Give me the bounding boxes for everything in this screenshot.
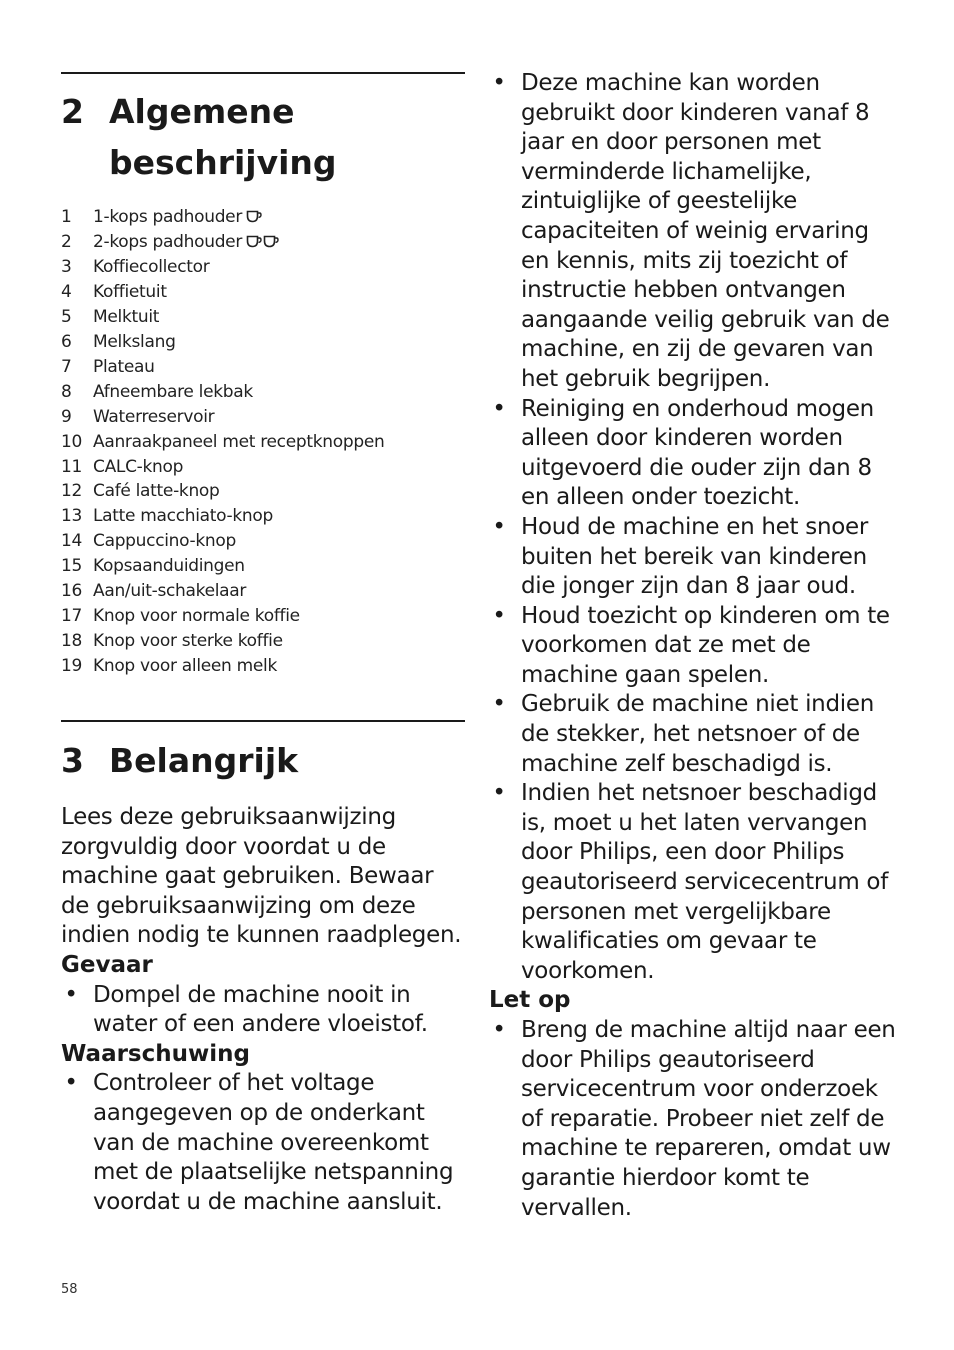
part-label (93, 380, 465, 405)
part-label-text: Kopsaanduidingen (93, 556, 245, 577)
part-number: 2 (61, 231, 72, 252)
bullet-icon: • (492, 70, 506, 96)
danger-list (61, 981, 465, 1040)
part-label (93, 255, 465, 280)
part-label-text: Knop voor sterke koffie (93, 631, 283, 652)
bullet-item (489, 690, 899, 779)
parts-list-item (61, 629, 465, 654)
warning-list-right (489, 69, 899, 986)
parts-list-item (61, 305, 465, 330)
part-number: 10 (61, 431, 83, 452)
part-number: 18 (61, 631, 83, 652)
part-number: 3 (61, 256, 72, 277)
part-number: 8 (61, 381, 72, 402)
part-number: 5 (61, 306, 72, 327)
bullet-icon: • (64, 1070, 78, 1097)
parts-list-item (61, 554, 465, 579)
part-number: 13 (61, 506, 83, 527)
bullet-text: Controleer of het voltage aangegeven op de onderkant van de machine overeenkomt met de plaatselijke netspanning voordat u de machine aansluit. (93, 1070, 454, 1215)
parts-list (61, 205, 465, 679)
section-3-heading (61, 735, 465, 786)
part-label (93, 529, 465, 554)
part-label (93, 230, 465, 255)
part-label-text: CALC-knop (93, 456, 184, 477)
part-number: 11 (61, 456, 83, 477)
part-label (93, 205, 465, 230)
bullet-icon: • (492, 513, 506, 540)
part-label-text: Koffietuit (93, 281, 167, 302)
bullet-icon: • (492, 395, 506, 422)
right-column (489, 69, 899, 1223)
bullet-item (489, 513, 899, 602)
section-3-rule (61, 720, 465, 722)
part-number: 1 (61, 207, 72, 227)
section-2-heading (61, 86, 465, 188)
parts-list-item (61, 504, 465, 529)
bullet-icon: • (492, 691, 506, 718)
caution-heading: Let op (489, 987, 571, 1014)
parts-list-item (61, 280, 465, 305)
part-label-text: 1-kops padhouder (93, 207, 243, 227)
section-3-title: Belangrijk (109, 741, 299, 780)
part-label-text: Knop voor normale koffie (93, 606, 300, 627)
warning-list-left (61, 1069, 465, 1217)
parts-list-item (61, 579, 465, 604)
part-label (93, 430, 465, 455)
bullet-item (61, 981, 465, 1040)
parts-list-item (61, 380, 465, 405)
part-number: 15 (61, 556, 83, 577)
part-label (93, 330, 465, 355)
intro-paragraph: Lees deze gebruiksaanwijzing zorgvuldig door voordat u de machine gaat gebruiken. Bewaar de gebruiksaanwijzing om deze indien nodig te kunnen raadplegen. (61, 804, 462, 949)
page-number: 58 (61, 1282, 78, 1297)
part-label (93, 579, 465, 604)
bullet-text: Houd de machine en het snoer buiten het bereik van kinderen die jonger zijn dan 8 jaar oud. (521, 513, 868, 600)
bullet-item (489, 602, 899, 691)
part-label-text: Melkslang (93, 331, 176, 352)
part-label (93, 305, 465, 330)
bullet-text: Deze machine kan worden gebruikt door kinderen vanaf 8 jaar en door personen met verminderde lichamelijke, zintuiglijke of geestelijke capaciteiten of weinig ervaring en kennis, mits zij toezicht of instructie hebben ontvangen aangaande veilig gebruik van de machine, en zij de gevaren van het gebruik begrijpen. (521, 70, 890, 392)
section-3-left-body (61, 803, 465, 1217)
bullet-item (61, 1069, 465, 1217)
part-label-text: Knop voor alleen melk (93, 656, 278, 677)
parts-list-item (61, 205, 465, 230)
parts-list-item (61, 604, 465, 629)
part-number: 17 (61, 606, 83, 627)
part-label-text: 2-kops padhouder (93, 231, 243, 252)
section-2-number: 2 (61, 92, 84, 131)
parts-list-item (61, 430, 465, 455)
caution-list (489, 1016, 899, 1223)
section-3-number: 3 (61, 741, 84, 780)
section-2-title-line1: Algemene (109, 92, 295, 131)
part-number: 9 (61, 406, 72, 427)
parts-list-item (61, 355, 465, 380)
part-number: 6 (61, 331, 72, 352)
bullet-text: Gebruik de machine niet indien de stekker, het netsnoer of de machine zelf beschadigd is. (521, 691, 874, 777)
part-label-text: Koffiecollector (93, 256, 210, 277)
danger-heading: Gevaar (61, 951, 153, 978)
part-label-text: Aanraakpaneel met receptknoppen (93, 431, 385, 452)
bullet-item (489, 395, 899, 513)
cup-icon (246, 210, 262, 223)
parts-list-item (61, 529, 465, 554)
bullet-text: Dompel de machine nooit in water of een andere vloeistof. (93, 981, 428, 1038)
part-label (93, 629, 465, 654)
part-number: 4 (61, 281, 72, 302)
part-label (93, 479, 465, 504)
bullet-icon: • (492, 780, 506, 807)
bullet-text: Breng de machine altijd naar een door Philips geautoriseerd servicecentrum voor onderzoek of reparatie. Probeer niet zelf de machine te repareren, omdat uw garantie hierdoor komt te vervallen. (521, 1017, 896, 1221)
part-label-text: Aan/uit-schakelaar (93, 581, 247, 602)
parts-list-item (61, 405, 465, 430)
part-label (93, 405, 465, 430)
part-number: 19 (61, 656, 83, 677)
part-label (93, 280, 465, 305)
parts-list-item (61, 330, 465, 355)
part-number: 7 (61, 356, 72, 377)
part-label-text: Plateau (93, 356, 155, 377)
part-label (93, 504, 465, 529)
part-label (93, 455, 465, 480)
bullet-text: Indien het netsnoer beschadigd is, moet u het laten vervangen door Philips, een door Philips geautoriseerd servicecentrum of personen met vergelijkbare kwalificaties om gevaar te voorkomen. (521, 780, 888, 984)
parts-list-item (61, 455, 465, 480)
part-label-text: Latte macchiato-knop (93, 506, 273, 527)
warning-heading: Waarschuwing (61, 1040, 250, 1067)
parts-list-item (61, 654, 465, 679)
bullet-text: Reiniging en onderhoud mogen alleen door kinderen worden uitgevoerd die ouder zijn dan 8 en alleen onder toezicht. (521, 395, 874, 511)
part-label (93, 604, 465, 629)
bullet-icon: • (64, 981, 78, 1008)
bullet-item (489, 69, 899, 395)
section-2-title-line2: beschrijving (109, 143, 337, 182)
part-label-text: Café latte-knop (93, 481, 220, 502)
part-label (93, 554, 465, 579)
parts-list-item (61, 255, 465, 280)
part-number: 14 (61, 531, 83, 552)
part-label (93, 654, 465, 679)
bullet-item (489, 779, 899, 986)
part-number: 16 (61, 581, 83, 602)
part-label (93, 355, 465, 380)
part-label-text: Afneembare lekbak (93, 381, 253, 402)
part-label-text: Melktuit (93, 306, 160, 327)
parts-list-item (61, 479, 465, 504)
bullet-icon: • (492, 602, 506, 629)
parts-list-item (61, 230, 465, 255)
part-label-text: Waterreservoir (93, 406, 215, 427)
two-cups-icon (246, 235, 280, 248)
part-number: 12 (61, 481, 83, 502)
section-2-title (109, 86, 465, 188)
bullet-item (489, 1016, 899, 1223)
part-label-text: Cappuccino-knop (93, 531, 236, 552)
bullet-icon: • (492, 1017, 506, 1043)
section-2-rule (61, 72, 465, 74)
bullet-text: Houd toezicht op kinderen om te voorkomen dat ze met de machine gaan spelen. (521, 602, 890, 688)
